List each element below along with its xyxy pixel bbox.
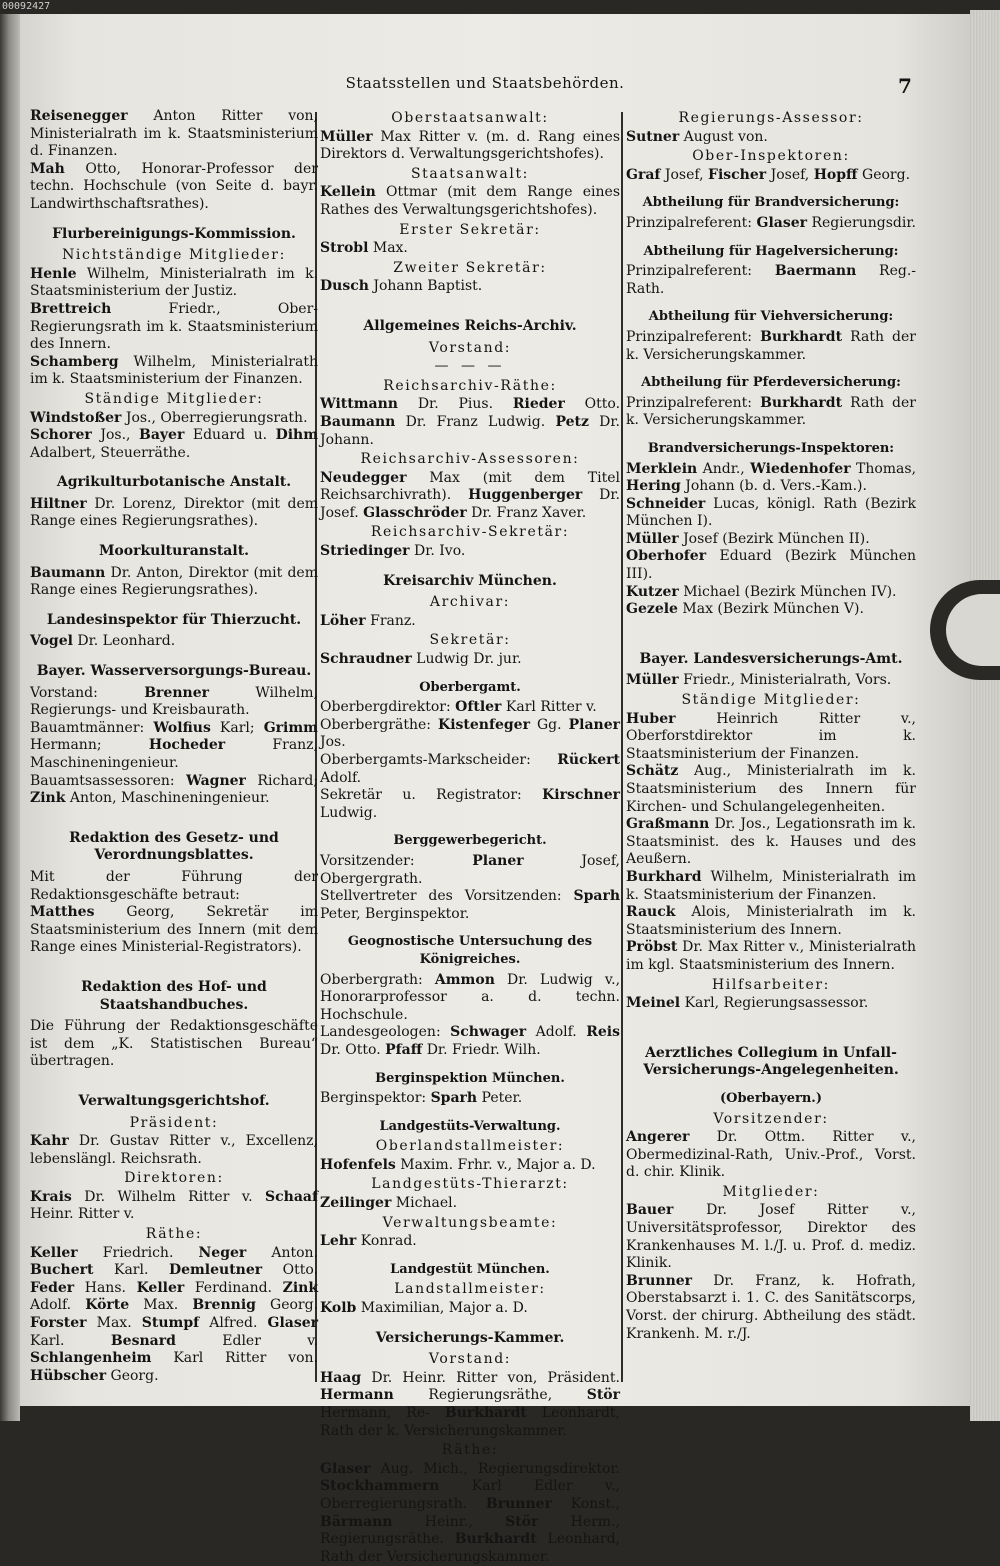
entry: Brettreich Friedr., Ober-Regierungsrath im k. Staatsministerium des Innern. <box>30 300 318 353</box>
right-column <box>626 108 916 1343</box>
entry: Löher Franz. <box>320 612 416 629</box>
entry: Stellvertreter des Vorsitzenden: Sparh Peter, Berginspektor. <box>320 888 621 922</box>
entry: Müller Friedr., Ministerialrath, Vors. <box>626 672 892 689</box>
entry: Pröbst Dr. Max Ritter v., Ministerialrath im kgl. Staatsministerium des Innern. <box>626 939 916 973</box>
entry: Graßmann Dr. Jos., Legationsrath im k. Staatsminist. des k. Hauses und des Aeußern. <box>626 816 917 868</box>
column-rule-2 <box>621 112 623 1382</box>
entry: Striedinger Dr. Ivo. <box>320 543 466 560</box>
entry: Krais Dr. Wilhelm Ritter v. Schaaf Heinr. Ritter v. <box>30 1188 318 1223</box>
section-title: Kreisarchiv München. <box>383 572 557 589</box>
entry: Reisenegger Anton Ritter von, Ministerialrath im k. Staatsministerium d. Finanzen. <box>30 108 319 160</box>
subheading: Nichtständige Mitglieder: <box>62 247 286 264</box>
subheading: Sekretär: <box>429 632 511 649</box>
section-title: Verwaltungsgerichtshof. <box>78 1092 270 1109</box>
entry: Vogel Dr. Leonhard. <box>30 633 176 650</box>
subheading: Vorsitzender: <box>713 1110 829 1127</box>
subheading: Erster Sekretär: <box>399 221 541 238</box>
entry: Lehr Konrad. <box>320 1233 417 1250</box>
subheading: Ständige Mitglieder: <box>681 692 861 709</box>
subheading: Vorstand: <box>428 339 512 356</box>
entry: Gezele Max (Bezirk München V). <box>626 601 864 618</box>
entry: Müller Josef (Bezirk München II). <box>626 530 870 547</box>
section-title: Landgestüts-Verwaltung. <box>379 1118 561 1134</box>
subheading: Ober-Inspektoren: <box>692 148 850 165</box>
entry: Keller Friedrich. Neger Anton. Buchert Karl. Demleutner Otto. Feder Hans. Keller Ferdinand. Zink Adolf. Körte Max. Brennig Georg. Forster Max. Stumpf Alfred. Glaser Karl. Besnard Edler v. Schlangenheim Karl Ritter von. Hübscher Georg. <box>30 1244 319 1384</box>
entry: Hofenfels Maxim. Frhr. v., Major a. D. <box>320 1156 596 1173</box>
entry: Oberbergrath: Ammon Dr. Ludwig v., Honorarprofessor a. d. techn. Hochschule. <box>320 971 621 1023</box>
subheading: Regierungs-Assessor: <box>678 110 864 126</box>
entry: Burkhard Wilhelm, Ministerialrath im k. Staatsministerium der Finanzen. <box>626 868 916 903</box>
entry: Henle Wilhelm, Ministerialrath im k. Staatsministerium der Justiz. <box>30 265 319 300</box>
entry: Berginspektor: Sparh Peter. <box>320 1090 523 1107</box>
entry: Vorsitzender: Planer Josef, Obergergrath. <box>320 852 620 887</box>
subheading: Archivar: <box>429 594 511 611</box>
section-title: Landesinspektor für Thierzucht. <box>46 611 302 628</box>
entry: Schätz Aug., Ministerialrath im k. Staatsministerium des Innern für Kirchen- und Schulangelegenheiten. <box>626 763 916 815</box>
subheading: Landstallmeister: <box>394 1281 546 1298</box>
subheading: Hilfsarbeiter: <box>711 976 830 993</box>
region-label: (Oberbayern.) <box>719 1090 822 1106</box>
entry: Oberbergamts-Markscheider: Rückert Adolf. <box>320 752 620 786</box>
entry: Mit der Führung der Redaktionsgeschäfte betraut: <box>30 868 318 903</box>
entry: Merklein Andr., Wiedenhofer Thomas, Hering Johann (b. d. Vers.-Kam.). <box>626 460 917 495</box>
subheading: Zweiter Sekretär: <box>393 259 547 276</box>
section-title: Abtheilung für Pferdeversicherung: <box>641 375 901 391</box>
entry: Neudegger Max (mit dem Titel Reichsarchivrath). Huggenberger Dr. Josef. Glasschröder Dr. Franz Xaver. <box>320 469 621 521</box>
section-title: Bayer. Wasserversorgungs-Bureau. <box>36 663 312 680</box>
left-page-edge <box>0 14 20 1421</box>
subheading: Oberstaatsanwalt: <box>391 110 549 126</box>
entry: Prinzipalreferent: Burkhardt Rath der k. Versicherungskammer. <box>626 394 916 429</box>
section-title: Aerztliches Collegium in Unfall-Versicherungs-Angelegenheiten. <box>643 1044 899 1079</box>
section-title: Berggewerbegericht. <box>393 833 547 849</box>
section-title: Oberbergamt. <box>419 679 521 695</box>
section-title: Versicherungs-Kammer. <box>375 1329 565 1346</box>
page-number: 7 <box>898 74 912 98</box>
entry: Sutner August von. <box>626 128 768 145</box>
subheading: Vorstand: <box>428 1351 512 1368</box>
subheading: Verwaltungsbeamte: <box>382 1214 558 1231</box>
scan-id: 00092427 <box>2 1 51 12</box>
subheading: Landgestüts-Thierarzt: <box>371 1176 569 1193</box>
section-title: Flurbereinigungs-Kommission. <box>52 225 296 242</box>
entry: Windstoßer Jos., Oberregierungsrath. <box>30 409 308 426</box>
vacancy-dash: — — — <box>434 358 506 375</box>
entry: Dusch Johann Baptist. <box>320 278 483 295</box>
section-title: Agrikulturbotanische Anstalt. <box>56 474 292 491</box>
entry: Glaser Aug. Mich., Regierungsdirektor. Stockhammern Karl Edler v., Oberregierungsrath. Brunner Konst., Bärmann Heinr., Stör Herm., Regierungsräthe. Burkhardt Leonhard, Rath der Versicherungskammer. <box>320 1460 621 1565</box>
subheading: Räthe: <box>145 1226 203 1243</box>
section-title: Geognostische Untersuchung des Königreiches. <box>347 934 593 967</box>
running-title: Staatsstellen und Staatsbehörden. <box>345 74 625 92</box>
section-title: Landgestüt München. <box>390 1261 550 1277</box>
entry: Landesgeologen: Schwager Adolf. Reis Dr. Otto. Pfaff Dr. Friedr. Wilh. <box>320 1024 620 1058</box>
entry: Rauck Alois, Ministerialrath im k. Staatsministerium des Innern. <box>626 904 916 938</box>
section-title: Redaktion des Gesetz- und Verordnungsblattes. <box>69 829 279 864</box>
section-title: Redaktion des Hof- und Staatshandbuches. <box>81 978 267 1013</box>
entry: Baumann Dr. Anton, Direktor (mit dem Range eines Regierungsrathes). <box>30 564 318 599</box>
section-title: Allgemeines Reichs-Archiv. <box>363 317 577 334</box>
entry: Schorer Jos., Bayer Eduard u. Dihm Adalbert, Steuerräthe. <box>30 427 319 461</box>
entry: Zeilinger Michael. <box>320 1195 458 1212</box>
entry: Schneider Lucas, königl. Rath (Bezirk München I). <box>626 495 916 530</box>
right-page-edges <box>970 10 1000 1421</box>
entry: Müller Max Ritter v. (m. d. Rang eines Direktors d. Verwaltungsgerichtshofes). <box>320 128 621 163</box>
entry: Schamberg Wilhelm, Ministerialrath im k. Staatsministerium der Finanzen. <box>30 353 318 388</box>
section-title: Bayer. Landesversicherungs-Amt. <box>639 650 903 667</box>
subheading: Direktoren: <box>124 1170 224 1187</box>
entry: Oberbergräthe: Kistenfeger Gg. Planer Jos. <box>320 716 620 751</box>
entry: Prinzipalreferent: Burkhardt Rath der k. Versicherungskammer. <box>626 328 916 363</box>
section-title: Moorkulturanstalt. <box>98 543 250 560</box>
entry: Meinel Karl, Regierungsassessor. <box>626 995 869 1012</box>
entry: Matthes Georg, Sekretär im Staatsministerium des Innern (mit dem Range eines Ministerial-Registrators). <box>30 904 318 956</box>
entry: Prinzipalreferent: Glaser Regierungsdir. <box>626 214 916 231</box>
entry: Huber Heinrich Ritter v., Oberforstdirektor im k. Staatsministerium der Finanzen. <box>626 710 916 762</box>
entry: Kellein Ottmar (mit dem Range eines Rathes des Verwaltungsgerichtshofes). <box>320 184 620 218</box>
entry: Mah Otto, Honorar-Professor der techn. Hochschule (von Seite d. bayr. Landwirthschaftsrathes). <box>30 160 319 212</box>
entry: Graf Josef, Fischer Josef, Hopff Georg. <box>626 166 911 183</box>
entry: Kutzer Michael (Bezirk München IV). <box>626 583 897 600</box>
entry: Angerer Dr. Ottm. Ritter v., Obermedizinal-Rath, Univ.-Prof., Vorst. d. chir. Klinik. <box>626 1129 917 1181</box>
entry: Strobl Max. <box>320 240 408 257</box>
left-column <box>30 108 318 1385</box>
subheading: Präsident: <box>129 1114 219 1131</box>
entry: Vorstand: Brenner Wilhelm, Regierungs- und Kreisbaurath. <box>30 684 318 719</box>
subheading: Reichsarchiv-Räthe: <box>383 377 557 394</box>
entry: Bauer Dr. Josef Ritter v., Universitätsprofessor, Direktor des Krankenhauses M. l./J. u. Prof. d. mediz. Klinik. <box>626 1202 916 1272</box>
subheading: Ständige Mitglieder: <box>84 390 264 407</box>
middle-column <box>320 108 620 1566</box>
subheading: Mitglieder: <box>722 1183 820 1200</box>
entry: Kolb Maximilian, Major a. D. <box>320 1300 528 1317</box>
section-title: Abtheilung für Brandversicherung: <box>642 195 900 211</box>
section-title: Abtheilung für Viehversicherung: <box>648 309 894 325</box>
entry: Wittmann Dr. Pius. Rieder Otto. Baumann Dr. Franz Ludwig. Petz Dr. Johann. <box>320 396 621 448</box>
entry: Prinzipalreferent: Baermann Reg.-Rath. <box>626 263 916 297</box>
entry: Hiltner Dr. Lorenz, Direktor (mit dem Range eines Regierungsrathes). <box>30 495 318 530</box>
subheading: Staatsanwalt: <box>410 165 530 182</box>
entry: Haag Dr. Heinr. Ritter von, Präsident. Hermann Regierungsräthe, Stör Hermann, Re- Burkhardt Leonhardt, Rath der k. Versicherungskammer. <box>320 1369 620 1439</box>
entry: Sekretär u. Registrator: Kirschner Ludwig. <box>320 787 620 821</box>
entry: Schraudner Ludwig Dr. jur. <box>320 651 522 668</box>
entry: Kahr Dr. Gustav Ritter v., Excellenz, lebenslängl. Reichsrath. <box>30 1133 318 1167</box>
section-title: Abtheilung für Hagelversicherung: <box>643 243 899 259</box>
entry: Bauamtmänner: Wolfius Karl; Grimm Hermann; Hocheder Franz, Maschineningenieur. <box>30 719 319 771</box>
subheading: Oberlandstallmeister: <box>375 1138 565 1155</box>
entry: Bauamtsassessoren: Wagner Richard; Zink Anton, Maschineningenieur. <box>30 772 319 807</box>
subheading: Reichsarchiv-Sekretär: <box>370 524 570 541</box>
entry: Brunner Dr. Franz, k. Hofrath, Oberstabsarzt i. 1. C. des Sanitätscorps, Vorst. der chirurg. Abtheilung des städt. Krankenh. M. r./J. <box>626 1272 916 1342</box>
entry: Die Führung der Redaktionsgeschäfte ist dem „K. Statistischen Bureau“ übertragen. <box>30 1018 318 1070</box>
section-title: Brandversicherungs-Inspektoren: <box>647 440 895 456</box>
subheading: Reichsarchiv-Assessoren: <box>360 451 580 468</box>
entry: Oberhofer Eduard (Bezirk München III). <box>626 548 916 583</box>
entry: Oberbergdirektor: Oftler Karl Ritter v. <box>320 699 597 716</box>
section-title: Berginspektion München. <box>375 1070 565 1086</box>
book-page <box>20 14 970 1565</box>
subheading: Räthe: <box>441 1442 499 1459</box>
